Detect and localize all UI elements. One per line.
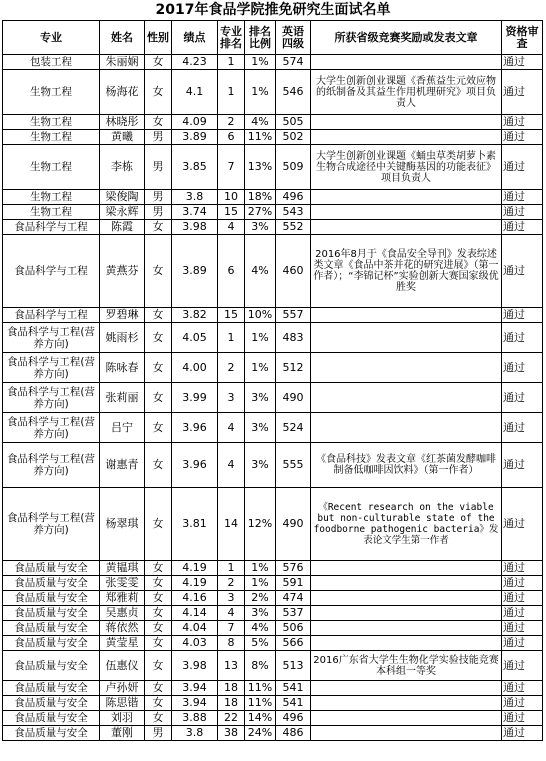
header-cet4: 英语四级 (276, 21, 311, 55)
cell-achievements (311, 205, 502, 220)
cell-name: 罗碧琳 (100, 308, 145, 323)
table-row (3, 606, 543, 621)
cell-rank: 7 (218, 145, 245, 190)
table-row (3, 413, 543, 443)
cell-name: 梁俊陶 (100, 190, 145, 205)
candidate-table (2, 20, 543, 741)
table-row (3, 576, 543, 591)
header-name: 姓名 (100, 21, 145, 55)
cell-major: 食品质量与安全 (3, 681, 100, 696)
table-row (3, 323, 543, 353)
cell-name: 刘羽 (100, 711, 145, 726)
cell-rank: 6 (218, 130, 245, 145)
cell-gpa: 3.82 (172, 308, 218, 323)
cell-gender: 女 (145, 413, 172, 443)
cell-qualification: 通过 (502, 145, 543, 190)
cell-major: 食品科学与工程 (3, 308, 100, 323)
cell-rank: 1 (218, 323, 245, 353)
cell-cet4: 543 (276, 205, 311, 220)
cell-name: 梁永辉 (100, 205, 145, 220)
cell-rank-ratio: 13% (245, 145, 276, 190)
cell-rank-ratio: 18% (245, 190, 276, 205)
cell-cet4: 512 (276, 353, 311, 383)
cell-gender: 女 (145, 696, 172, 711)
cell-rank-ratio: 24% (245, 726, 276, 741)
cell-achievements (311, 353, 502, 383)
cell-rank-ratio: 11% (245, 681, 276, 696)
cell-cet4: 537 (276, 606, 311, 621)
cell-major: 食品质量与安全 (3, 561, 100, 576)
cell-qualification: 通过 (502, 443, 543, 488)
cell-gender: 女 (145, 55, 172, 70)
cell-gpa: 3.98 (172, 220, 218, 235)
table-row (3, 443, 543, 488)
cell-qualification: 通过 (502, 696, 543, 711)
cell-achievements: 《Recent research on the viable but non-culturable state of the foodborne pathogenic bacteria》发表论文学生第一作者 (311, 488, 502, 561)
cell-achievements (311, 636, 502, 651)
cell-gender: 女 (145, 443, 172, 488)
cell-rank-ratio: 4% (245, 115, 276, 130)
cell-major: 食品科学与工程(营养方向) (3, 383, 100, 413)
cell-achievements (311, 681, 502, 696)
cell-qualification: 通过 (502, 115, 543, 130)
cell-gender: 女 (145, 70, 172, 115)
cell-rank: 1 (218, 561, 245, 576)
cell-rank: 2 (218, 115, 245, 130)
cell-achievements (311, 711, 502, 726)
cell-cet4: 506 (276, 621, 311, 636)
cell-rank-ratio: 4% (245, 235, 276, 308)
cell-rank-ratio: 8% (245, 651, 276, 681)
cell-cet4: 502 (276, 130, 311, 145)
cell-qualification: 通过 (502, 55, 543, 70)
header-gender: 性别 (145, 21, 172, 55)
cell-major: 生物工程 (3, 205, 100, 220)
cell-major: 包装工程 (3, 55, 100, 70)
cell-name: 杨海花 (100, 70, 145, 115)
cell-qualification: 通过 (502, 488, 543, 561)
cell-rank: 1 (218, 55, 245, 70)
cell-rank: 8 (218, 636, 245, 651)
cell-achievements (311, 308, 502, 323)
table-row (3, 130, 543, 145)
cell-gpa: 3.74 (172, 205, 218, 220)
header-row (3, 21, 543, 55)
cell-rank: 7 (218, 621, 245, 636)
cell-gpa: 3.94 (172, 681, 218, 696)
cell-gender: 女 (145, 220, 172, 235)
cell-rank-ratio: 1% (245, 561, 276, 576)
cell-gpa: 4.16 (172, 591, 218, 606)
cell-cet4: 557 (276, 308, 311, 323)
cell-cet4: 509 (276, 145, 311, 190)
table-row (3, 711, 543, 726)
cell-achievements (311, 115, 502, 130)
cell-qualification: 通过 (502, 636, 543, 651)
cell-cet4: 505 (276, 115, 311, 130)
cell-achievements (311, 413, 502, 443)
cell-cet4: 546 (276, 70, 311, 115)
cell-rank-ratio: 1% (245, 70, 276, 115)
cell-rank: 2 (218, 353, 245, 383)
table-row (3, 55, 543, 70)
cell-rank-ratio: 3% (245, 443, 276, 488)
cell-qualification: 通过 (502, 711, 543, 726)
cell-qualification: 通过 (502, 681, 543, 696)
cell-achievements (311, 621, 502, 636)
cell-achievements (311, 220, 502, 235)
cell-rank-ratio: 11% (245, 696, 276, 711)
cell-qualification: 通过 (502, 190, 543, 205)
cell-gender: 男 (145, 145, 172, 190)
table-row (3, 353, 543, 383)
cell-name: 郑雅莉 (100, 591, 145, 606)
cell-qualification: 通过 (502, 651, 543, 681)
cell-name: 张雯雯 (100, 576, 145, 591)
cell-gender: 女 (145, 576, 172, 591)
cell-gpa: 3.89 (172, 130, 218, 145)
cell-rank: 18 (218, 696, 245, 711)
table-row (3, 235, 543, 308)
cell-achievements (311, 561, 502, 576)
cell-gender: 男 (145, 190, 172, 205)
cell-rank-ratio: 5% (245, 636, 276, 651)
cell-gender: 女 (145, 651, 172, 681)
table-row (3, 145, 543, 190)
cell-cet4: 490 (276, 488, 311, 561)
cell-major: 食品质量与安全 (3, 591, 100, 606)
cell-cet4: 541 (276, 681, 311, 696)
cell-gender: 女 (145, 681, 172, 696)
cell-name: 黄韫琪 (100, 561, 145, 576)
table-row (3, 115, 543, 130)
table-row (3, 488, 543, 561)
cell-gpa: 3.98 (172, 651, 218, 681)
cell-major: 食品科学与工程 (3, 220, 100, 235)
cell-cet4: 566 (276, 636, 311, 651)
cell-gpa: 3.94 (172, 696, 218, 711)
table-row (3, 621, 543, 636)
cell-qualification: 通过 (502, 205, 543, 220)
cell-name: 蒋依然 (100, 621, 145, 636)
cell-rank-ratio: 3% (245, 383, 276, 413)
cell-major: 食品科学与工程(营养方向) (3, 353, 100, 383)
cell-qualification: 通过 (502, 413, 543, 443)
cell-major: 食品质量与安全 (3, 726, 100, 741)
cell-gpa: 4.1 (172, 70, 218, 115)
cell-rank-ratio: 3% (245, 413, 276, 443)
table-row (3, 190, 543, 205)
cell-major: 食品质量与安全 (3, 621, 100, 636)
cell-name: 朱丽娴 (100, 55, 145, 70)
cell-major: 食品科学与工程(营养方向) (3, 413, 100, 443)
cell-gender: 女 (145, 115, 172, 130)
cell-gpa: 3.8 (172, 190, 218, 205)
table-row (3, 205, 543, 220)
cell-gpa: 3.96 (172, 443, 218, 488)
cell-achievements (311, 383, 502, 413)
cell-major: 食品科学与工程 (3, 235, 100, 308)
cell-major: 生物工程 (3, 130, 100, 145)
cell-name: 张莉丽 (100, 383, 145, 413)
cell-achievements: 大学生创新创业课题《香蕉益生元效应物的纸制备及其益生作用机理研究》项目负责人 (311, 70, 502, 115)
cell-achievements (311, 55, 502, 70)
cell-cet4: 541 (276, 696, 311, 711)
cell-rank: 2 (218, 576, 245, 591)
cell-rank-ratio: 3% (245, 606, 276, 621)
cell-qualification: 通过 (502, 383, 543, 413)
cell-rank: 38 (218, 726, 245, 741)
cell-achievements (311, 190, 502, 205)
cell-cet4: 486 (276, 726, 311, 741)
cell-gpa: 4.03 (172, 636, 218, 651)
cell-gpa: 3.81 (172, 488, 218, 561)
cell-major: 食品质量与安全 (3, 711, 100, 726)
cell-gender: 男 (145, 726, 172, 741)
cell-rank-ratio: 1% (245, 576, 276, 591)
cell-name: 卢孙妍 (100, 681, 145, 696)
cell-achievements: 2016年8月于《食品安全导刊》发表综述类文章《食品中茶并花的研究进展》（第一作者）；“李锦记杯”实验创新大赛国家级优胜奖 (311, 235, 502, 308)
cell-rank: 4 (218, 413, 245, 443)
cell-gpa: 4.19 (172, 561, 218, 576)
table-row (3, 696, 543, 711)
cell-major: 食品科学与工程(营养方向) (3, 323, 100, 353)
header-gpa: 绩点 (172, 21, 218, 55)
cell-qualification: 通过 (502, 70, 543, 115)
cell-cet4: 496 (276, 711, 311, 726)
cell-qualification: 通过 (502, 308, 543, 323)
cell-name: 陈咏春 (100, 353, 145, 383)
cell-name: 吴惠贞 (100, 606, 145, 621)
cell-gpa: 3.85 (172, 145, 218, 190)
cell-major: 生物工程 (3, 115, 100, 130)
cell-major: 生物工程 (3, 70, 100, 115)
cell-gpa: 4.05 (172, 323, 218, 353)
cell-name: 姚雨杉 (100, 323, 145, 353)
cell-gender: 男 (145, 130, 172, 145)
cell-qualification: 通过 (502, 561, 543, 576)
cell-major: 生物工程 (3, 145, 100, 190)
cell-cet4: 576 (276, 561, 311, 576)
header-major: 专业 (3, 21, 100, 55)
cell-cet4: 483 (276, 323, 311, 353)
cell-achievements (311, 726, 502, 741)
cell-qualification: 通过 (502, 606, 543, 621)
cell-gender: 女 (145, 383, 172, 413)
cell-gpa: 4.09 (172, 115, 218, 130)
cell-achievements (311, 130, 502, 145)
cell-rank-ratio: 27% (245, 205, 276, 220)
cell-name: 陈思锴 (100, 696, 145, 711)
cell-gpa: 3.89 (172, 235, 218, 308)
cell-major: 食品科学与工程(营养方向) (3, 443, 100, 488)
cell-rank: 14 (218, 488, 245, 561)
cell-qualification: 通过 (502, 621, 543, 636)
cell-name: 李栋 (100, 145, 145, 190)
cell-gender: 女 (145, 235, 172, 308)
cell-name: 伍惠仪 (100, 651, 145, 681)
cell-major: 食品科学与工程(营养方向) (3, 488, 100, 561)
cell-name: 吕宁 (100, 413, 145, 443)
cell-gender: 女 (145, 323, 172, 353)
table-row (3, 220, 543, 235)
cell-cet4: 490 (276, 383, 311, 413)
cell-achievements (311, 591, 502, 606)
table-row (3, 70, 543, 115)
cell-achievements (311, 323, 502, 353)
table-row (3, 561, 543, 576)
cell-qualification: 通过 (502, 353, 543, 383)
cell-name: 林晓彤 (100, 115, 145, 130)
table-body (3, 55, 543, 741)
cell-rank: 13 (218, 651, 245, 681)
cell-gender: 男 (145, 205, 172, 220)
cell-gender: 女 (145, 711, 172, 726)
cell-gender: 女 (145, 353, 172, 383)
cell-achievements: 2016广东省大学生生物化学实验技能竞赛本科组一等奖 (311, 651, 502, 681)
cell-gpa: 3.88 (172, 711, 218, 726)
cell-achievements: 大学生创新创业课题《蛹虫草类胡萝卜素生物合成途径中关键酶基因的功能表征》项目负责人 (311, 145, 502, 190)
cell-rank-ratio: 12% (245, 488, 276, 561)
cell-gender: 女 (145, 621, 172, 636)
cell-name: 杨翠琪 (100, 488, 145, 561)
cell-name: 董刚 (100, 726, 145, 741)
cell-gender: 女 (145, 561, 172, 576)
cell-achievements: 《食品科技》发表文章《红茶菌发酵咖啡制备低咖啡因饮料》（第一作者） (311, 443, 502, 488)
cell-name: 黄燕芬 (100, 235, 145, 308)
cell-rank-ratio: 4% (245, 621, 276, 636)
cell-achievements (311, 576, 502, 591)
cell-gpa: 4.19 (172, 576, 218, 591)
cell-qualification: 通过 (502, 591, 543, 606)
cell-major: 食品质量与安全 (3, 576, 100, 591)
cell-qualification: 通过 (502, 323, 543, 353)
cell-rank-ratio: 3% (245, 220, 276, 235)
table-row (3, 681, 543, 696)
cell-name: 陈霞 (100, 220, 145, 235)
cell-gpa: 4.23 (172, 55, 218, 70)
cell-rank: 3 (218, 383, 245, 413)
cell-major: 食品质量与安全 (3, 696, 100, 711)
cell-rank-ratio: 14% (245, 711, 276, 726)
cell-gpa: 3.8 (172, 726, 218, 741)
cell-rank: 4 (218, 606, 245, 621)
table-row (3, 636, 543, 651)
cell-rank-ratio: 1% (245, 353, 276, 383)
cell-name: 黄莹星 (100, 636, 145, 651)
cell-major: 食品质量与安全 (3, 651, 100, 681)
cell-gender: 女 (145, 591, 172, 606)
cell-cet4: 524 (276, 413, 311, 443)
cell-rank: 3 (218, 591, 245, 606)
page-title: 2017年食品学院推免研究生面试名单 (155, 2, 391, 18)
cell-gpa: 4.14 (172, 606, 218, 621)
table-row (3, 651, 543, 681)
cell-qualification: 通过 (502, 220, 543, 235)
cell-rank: 1 (218, 70, 245, 115)
cell-rank: 15 (218, 205, 245, 220)
cell-rank-ratio: 11% (245, 130, 276, 145)
cell-rank: 4 (218, 220, 245, 235)
cell-gender: 女 (145, 636, 172, 651)
cell-achievements (311, 606, 502, 621)
table-row (3, 726, 543, 741)
cell-rank: 15 (218, 308, 245, 323)
cell-cet4: 496 (276, 190, 311, 205)
cell-qualification: 通过 (502, 235, 543, 308)
cell-qualification: 通过 (502, 130, 543, 145)
cell-major: 食品质量与安全 (3, 636, 100, 651)
cell-rank-ratio: 10% (245, 308, 276, 323)
cell-major: 生物工程 (3, 190, 100, 205)
cell-rank-ratio: 1% (245, 323, 276, 353)
cell-qualification: 通过 (502, 726, 543, 741)
cell-rank-ratio: 2% (245, 591, 276, 606)
cell-achievements (311, 696, 502, 711)
table-row (3, 383, 543, 413)
cell-cet4: 460 (276, 235, 311, 308)
cell-gpa: 3.99 (172, 383, 218, 413)
cell-name: 黄曦 (100, 130, 145, 145)
cell-name: 谢惠青 (100, 443, 145, 488)
cell-rank-ratio: 1% (245, 55, 276, 70)
cell-rank: 6 (218, 235, 245, 308)
cell-gender: 女 (145, 308, 172, 323)
cell-cet4: 513 (276, 651, 311, 681)
header-rank-ratio: 排名比例 (245, 21, 276, 55)
cell-rank: 10 (218, 190, 245, 205)
table-row (3, 591, 543, 606)
cell-gpa: 4.04 (172, 621, 218, 636)
cell-cet4: 591 (276, 576, 311, 591)
header-qualification: 资格审查 (502, 21, 543, 55)
cell-gender: 女 (145, 488, 172, 561)
cell-gpa: 3.96 (172, 413, 218, 443)
cell-rank: 22 (218, 711, 245, 726)
cell-gender: 女 (145, 606, 172, 621)
cell-qualification: 通过 (502, 576, 543, 591)
header-rank: 专业排名 (218, 21, 245, 55)
cell-rank: 4 (218, 443, 245, 488)
cell-major: 食品质量与安全 (3, 606, 100, 621)
cell-gpa: 4.00 (172, 353, 218, 383)
cell-cet4: 552 (276, 220, 311, 235)
cell-rank: 18 (218, 681, 245, 696)
cell-cet4: 555 (276, 443, 311, 488)
table-row (3, 308, 543, 323)
header-achievements: 所获省级竞赛奖励或发表文章 (311, 21, 502, 55)
cell-cet4: 574 (276, 55, 311, 70)
cell-cet4: 474 (276, 591, 311, 606)
